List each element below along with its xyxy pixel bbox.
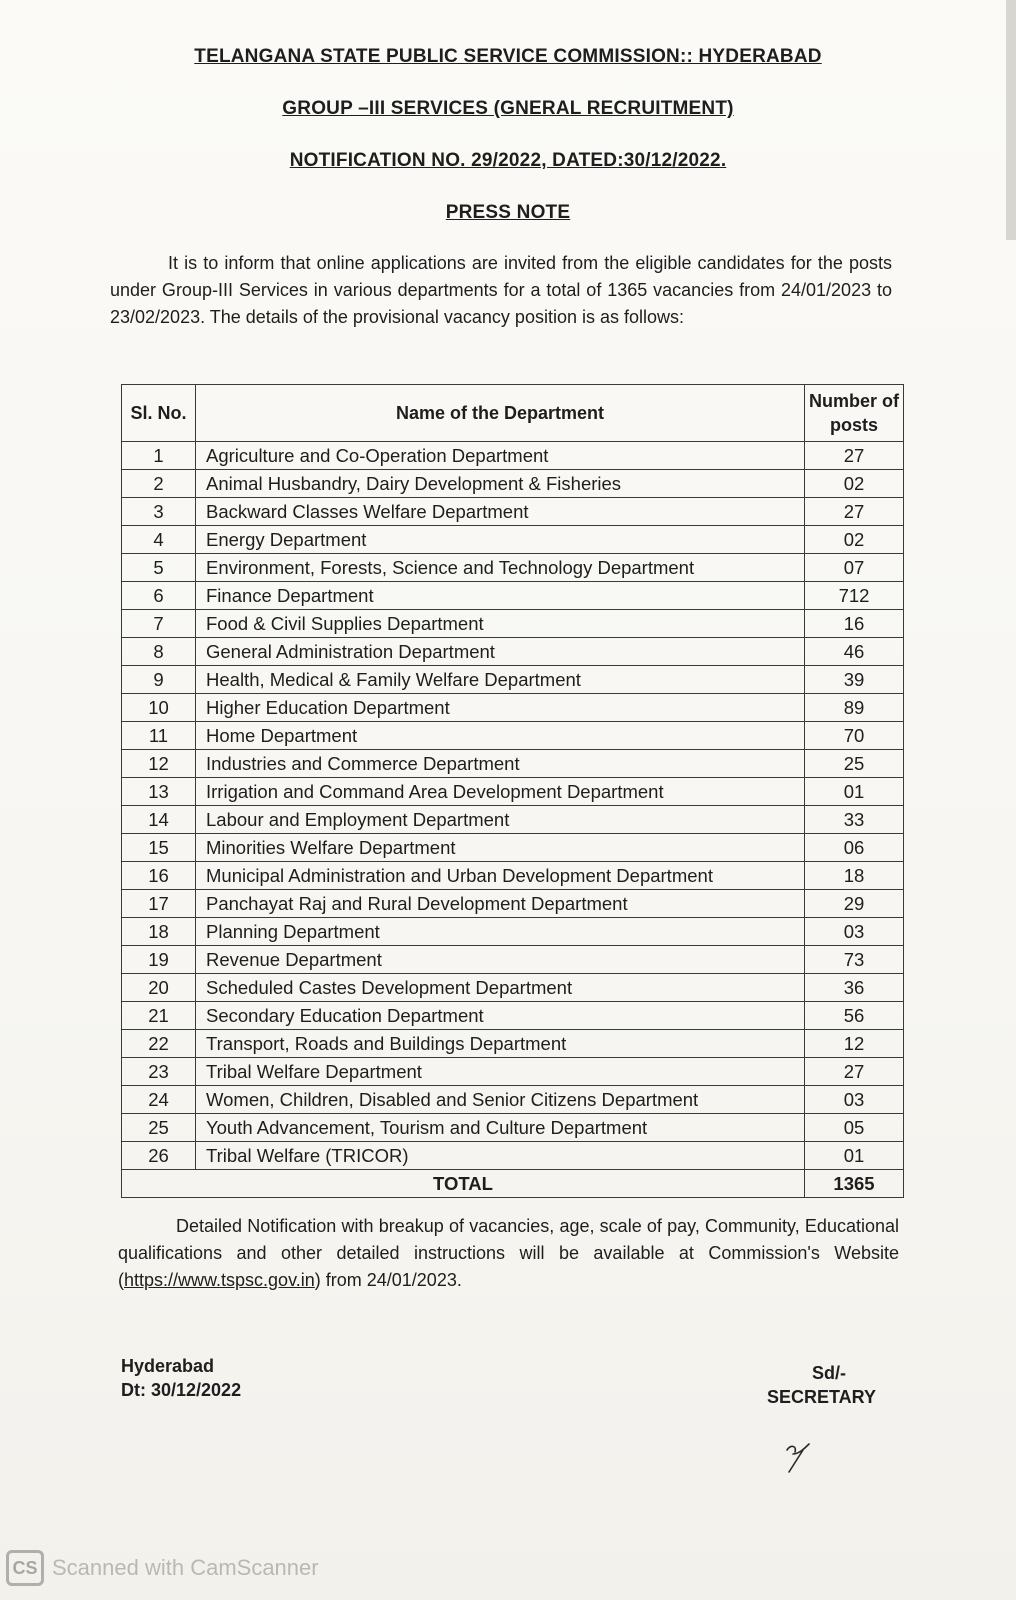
cell-department: Labour and Employment Department <box>196 806 805 834</box>
cell-number-of-posts: 70 <box>805 722 904 750</box>
cell-department: Panchayat Raj and Rural Development Department <box>196 890 805 918</box>
cell-sl-no: 15 <box>122 834 196 862</box>
table-row <box>122 442 904 470</box>
table-row <box>122 554 904 582</box>
table-row <box>122 806 904 834</box>
cell-sl-no: 14 <box>122 806 196 834</box>
cell-sl-no: 3 <box>122 498 196 526</box>
cell-department: Youth Advancement, Tourism and Culture Department <box>196 1114 805 1142</box>
cell-number-of-posts: 03 <box>805 1086 904 1114</box>
cell-department: Home Department <box>196 722 805 750</box>
cell-department: Finance Department <box>196 582 805 610</box>
header-department: Name of the Department <box>196 385 805 442</box>
table-row <box>122 582 904 610</box>
cell-sl-no: 25 <box>122 1114 196 1142</box>
cell-sl-no: 11 <box>122 722 196 750</box>
camscanner-watermark <box>6 1548 319 1588</box>
table-row <box>122 1030 904 1058</box>
cell-department: Planning Department <box>196 918 805 946</box>
table-row <box>122 1142 904 1170</box>
cell-sl-no: 17 <box>122 890 196 918</box>
table-row <box>122 694 904 722</box>
cell-number-of-posts: 25 <box>805 750 904 778</box>
cell-sl-no: 13 <box>122 778 196 806</box>
table-row <box>122 778 904 806</box>
cell-sl-no: 2 <box>122 470 196 498</box>
designation-label: SECRETARY <box>767 1387 877 1407</box>
cell-department: Tribal Welfare (TRICOR) <box>196 1142 805 1170</box>
details-paragraph <box>118 1213 899 1294</box>
cell-number-of-posts: 27 <box>805 498 904 526</box>
cell-department: Municipal Administration and Urban Development Department <box>196 862 805 890</box>
cell-sl-no: 22 <box>122 1030 196 1058</box>
table-row <box>122 974 904 1002</box>
cell-number-of-posts: 12 <box>805 1030 904 1058</box>
cell-department: General Administration Department <box>196 638 805 666</box>
press-note-title: PRESS NOTE <box>445 202 571 223</box>
cell-department: Food & Civil Supplies Department <box>196 610 805 638</box>
cell-number-of-posts: 05 <box>805 1114 904 1142</box>
table-row <box>122 750 904 778</box>
table-row <box>122 918 904 946</box>
table-row <box>122 862 904 890</box>
table-row <box>122 638 904 666</box>
table-header-row <box>122 385 904 442</box>
handwritten-signature <box>783 1440 823 1476</box>
table-row <box>122 946 904 974</box>
cell-number-of-posts: 02 <box>805 470 904 498</box>
header-sl-no: Sl. No. <box>122 385 196 442</box>
cell-number-of-posts: 18 <box>805 862 904 890</box>
cell-sl-no: 19 <box>122 946 196 974</box>
table-row <box>122 526 904 554</box>
table-row <box>122 1058 904 1086</box>
cell-sl-no: 1 <box>122 442 196 470</box>
cell-department: Environment, Forests, Science and Technology Department <box>196 554 805 582</box>
table-row <box>122 1086 904 1114</box>
vacancy-table <box>121 384 904 1198</box>
place-label: Hyderabad <box>121 1356 215 1376</box>
cell-sl-no: 20 <box>122 974 196 1002</box>
cell-sl-no: 18 <box>122 918 196 946</box>
cell-number-of-posts: 712 <box>805 582 904 610</box>
services-title: GROUP –III SERVICES (GNERAL RECRUITMENT) <box>282 98 734 119</box>
cell-sl-no: 9 <box>122 666 196 694</box>
cell-number-of-posts: 36 <box>805 974 904 1002</box>
cell-department: Energy Department <box>196 526 805 554</box>
date-label: Dt: 30/12/2022 <box>121 1380 242 1400</box>
cell-number-of-posts: 89 <box>805 694 904 722</box>
total-value: 1365 <box>805 1170 904 1198</box>
cell-number-of-posts: 27 <box>805 442 904 470</box>
cell-number-of-posts: 07 <box>805 554 904 582</box>
table-row <box>122 610 904 638</box>
cell-sl-no: 23 <box>122 1058 196 1086</box>
notification-title: NOTIFICATION NO. 29/2022, DATED:30/12/2022. <box>289 150 727 171</box>
commission-title: TELANGANA STATE PUBLIC SERVICE COMMISSION:: HYDERABAD <box>194 46 822 67</box>
cell-department: Transport, Roads and Buildings Department <box>196 1030 805 1058</box>
cell-department: Industries and Commerce Department <box>196 750 805 778</box>
cell-department: Higher Education Department <box>196 694 805 722</box>
cell-department: Backward Classes Welfare Department <box>196 498 805 526</box>
cell-number-of-posts: 73 <box>805 946 904 974</box>
cell-number-of-posts: 39 <box>805 666 904 694</box>
cell-department: Health, Medical & Family Welfare Department <box>196 666 805 694</box>
table-row <box>122 834 904 862</box>
cell-sl-no: 21 <box>122 1002 196 1030</box>
table-row <box>122 1114 904 1142</box>
cell-number-of-posts: 03 <box>805 918 904 946</box>
cell-department: Irrigation and Command Area Development Department <box>196 778 805 806</box>
cell-department: Secondary Education Department <box>196 1002 805 1030</box>
cell-sl-no: 26 <box>122 1142 196 1170</box>
cell-department: Tribal Welfare Department <box>196 1058 805 1086</box>
cell-sl-no: 7 <box>122 610 196 638</box>
cell-number-of-posts: 16 <box>805 610 904 638</box>
camscanner-text: Scanned with CamScanner <box>52 1555 319 1580</box>
cell-number-of-posts: 06 <box>805 834 904 862</box>
cell-department: Women, Children, Disabled and Senior Citizens Department <box>196 1086 805 1114</box>
cell-department: Scheduled Castes Development Department <box>196 974 805 1002</box>
table-row <box>122 470 904 498</box>
details-text: Detailed Notification with breakup of vacancies, age, scale of pay, Community, Educational qualifications and other detailed instructions will be available at Commission's Website ( <box>118 1216 899 1290</box>
table-row <box>122 666 904 694</box>
cell-sl-no: 10 <box>122 694 196 722</box>
cell-sl-no: 5 <box>122 554 196 582</box>
table-row <box>122 1002 904 1030</box>
cell-sl-no: 24 <box>122 1086 196 1114</box>
header-number-of-posts: Number of posts <box>805 385 904 442</box>
cell-sl-no: 16 <box>122 862 196 890</box>
camscanner-logo-icon: CS <box>6 1550 44 1586</box>
cell-department: Agriculture and Co-Operation Department <box>196 442 805 470</box>
cell-number-of-posts: 46 <box>805 638 904 666</box>
total-row <box>122 1170 904 1198</box>
cell-department: Revenue Department <box>196 946 805 974</box>
details-text-end: ) from 24/01/2023. <box>314 1270 462 1290</box>
cell-sl-no: 8 <box>122 638 196 666</box>
intro-paragraph <box>110 250 892 331</box>
cell-number-of-posts: 01 <box>805 1142 904 1170</box>
cell-number-of-posts: 01 <box>805 778 904 806</box>
table-row <box>122 498 904 526</box>
cell-sl-no: 12 <box>122 750 196 778</box>
cell-number-of-posts: 29 <box>805 890 904 918</box>
cell-number-of-posts: 02 <box>805 526 904 554</box>
cell-department: Animal Husbandry, Dairy Development & Fisheries <box>196 470 805 498</box>
cell-department: Minorities Welfare Department <box>196 834 805 862</box>
website-link[interactable]: https://www.tspsc.gov.in <box>124 1270 315 1290</box>
table-row <box>122 722 904 750</box>
cell-number-of-posts: 27 <box>805 1058 904 1086</box>
cell-number-of-posts: 33 <box>805 806 904 834</box>
signed-label: Sd/- <box>812 1363 846 1383</box>
cell-sl-no: 4 <box>122 526 196 554</box>
cell-number-of-posts: 56 <box>805 1002 904 1030</box>
intro-text: It is to inform that online applications are invited from the eligible candidates for the posts under Group-III Services in various departments for a total of 1365 vacancies from 24/01/2023 to 23/02/2023. The details of the provisional vacancy position is as follows: <box>110 253 892 327</box>
total-label: TOTAL <box>122 1170 805 1198</box>
cell-sl-no: 6 <box>122 582 196 610</box>
table-row <box>122 890 904 918</box>
